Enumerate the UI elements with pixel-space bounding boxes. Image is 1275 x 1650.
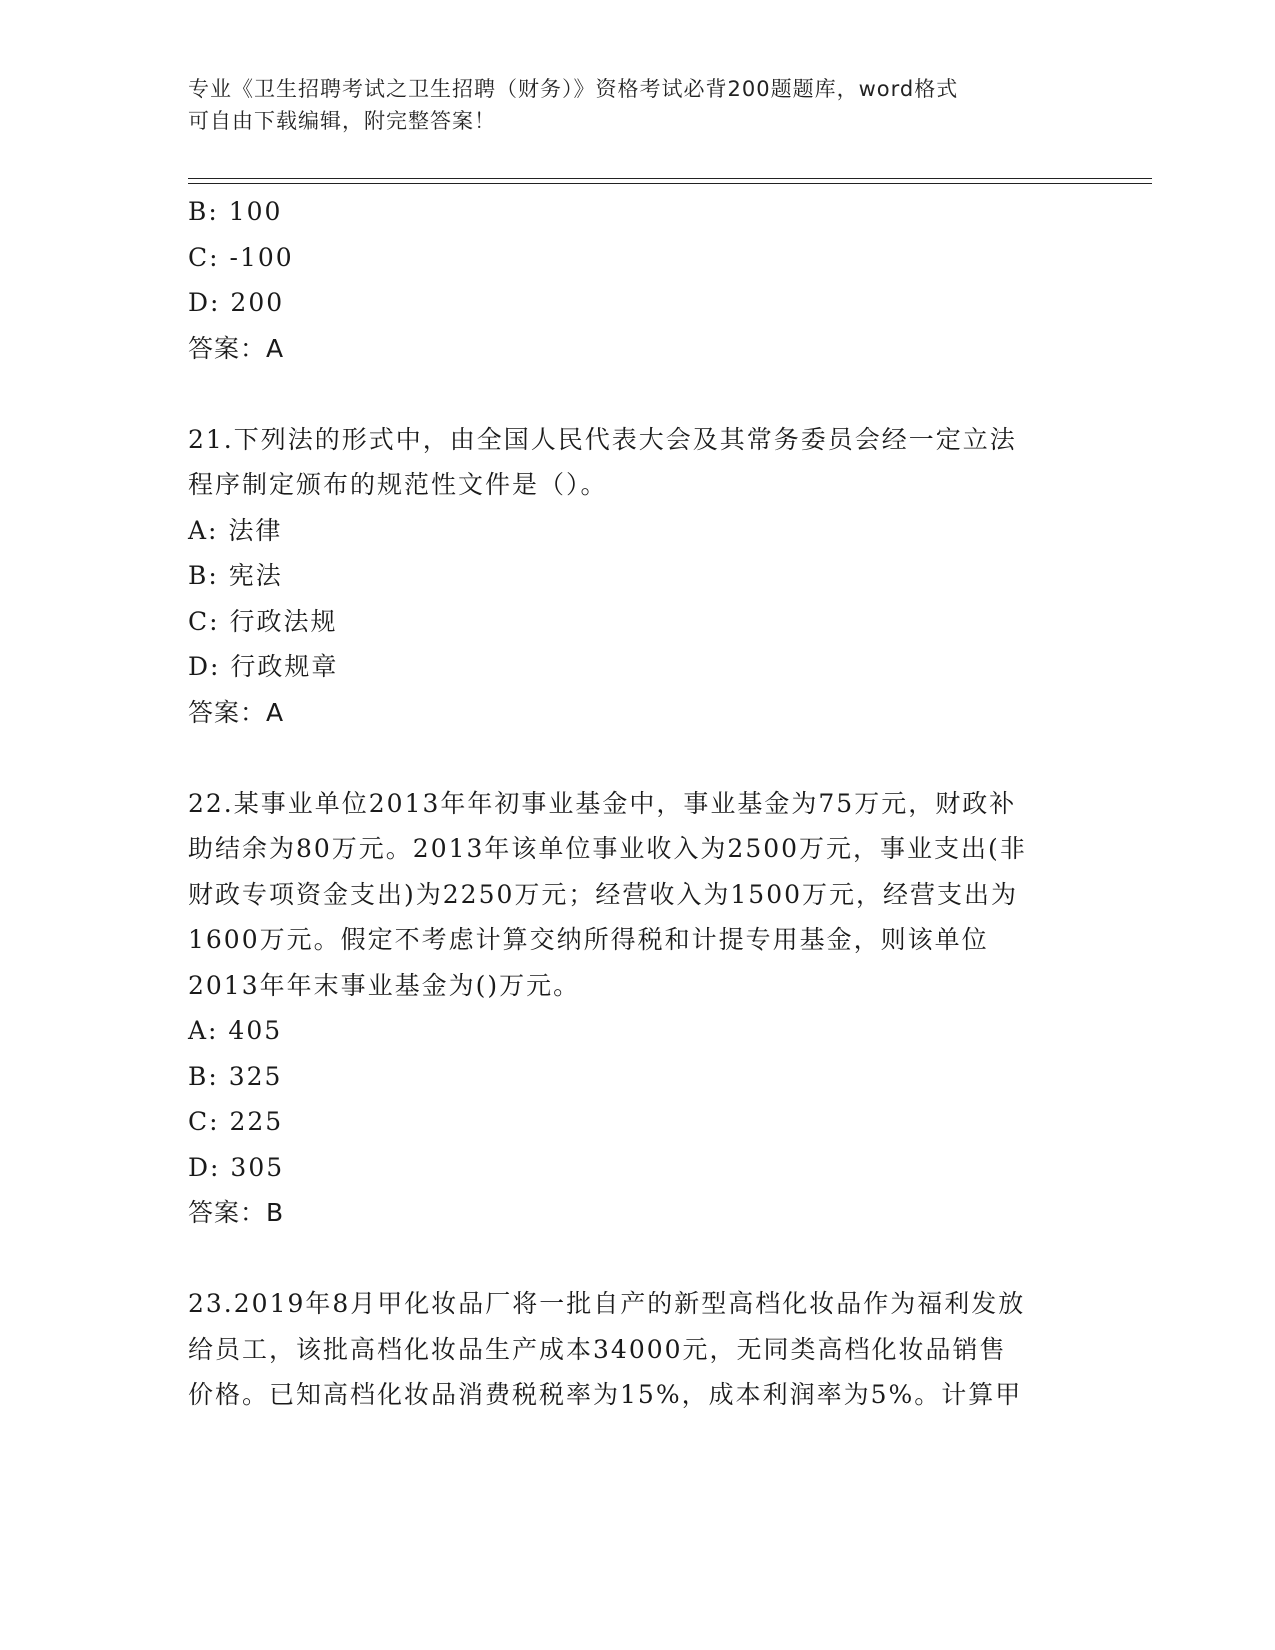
question-21 — [188, 417, 1088, 736]
option-b: B: 宪法 — [188, 561, 283, 590]
answer: 答案：A — [188, 333, 285, 363]
spacer — [188, 735, 1088, 781]
option-b: B: 100 — [188, 197, 283, 226]
question-22 — [188, 781, 1088, 1236]
document-body — [188, 189, 1088, 1418]
question-text-line: 22.某事业单位2013年年初事业基金中，事业基金为75万元，财政补 — [188, 788, 1017, 818]
question-23 — [188, 1281, 1088, 1418]
answer: 答案：B — [188, 1198, 285, 1227]
question-text-line: 给员工，该批高档化妆品生产成本34000元，无同类高档化妆品销售 — [188, 1334, 1007, 1364]
option-b: B: 325 — [188, 1061, 283, 1091]
spacer — [188, 371, 1088, 417]
header-title-line-1: 专业《卫生招聘考试之卫生招聘（财务）》资格考试必背200题题库，word格式 — [188, 77, 959, 101]
option-a: A: 法律 — [188, 515, 283, 545]
option-c: C: 行政法规 — [188, 606, 338, 636]
question-20-tail — [188, 189, 1088, 371]
option-d: D: 200 — [188, 288, 285, 317]
question-text-line: 程序制定颁布的规范性文件是（）。 — [188, 470, 608, 499]
question-text-line: 21.下列法的形式中，由全国人民代表大会及其常务委员会经一定立法 — [188, 424, 1017, 454]
option-c: C: -100 — [188, 242, 294, 272]
document-header — [188, 73, 1088, 137]
answer: 答案：A — [188, 697, 285, 727]
question-text-line: 1600万元。假定不考虑计算交纳所得税和计提专用基金，则该单位 — [188, 925, 989, 954]
option-d: D: 行政规章 — [188, 652, 339, 681]
spacer — [188, 1236, 1088, 1282]
header-title-line-2: 可自由下载编辑，附完整答案！ — [188, 109, 496, 133]
header-divider-bottom — [188, 183, 1152, 184]
question-text-line: 2013年年末事业基金为()万元。 — [188, 970, 581, 1000]
question-text-line: 助结余为80万元。2013年该单位事业收入为2500万元，事业支出(非 — [188, 834, 1027, 863]
header-divider-top — [188, 178, 1152, 179]
option-c: C: 225 — [188, 1107, 284, 1136]
question-text-line: 价格。已知高档化妆品消费税税率为15%，成本利润率为5%。计算甲 — [188, 1380, 1023, 1409]
question-text-line: 财政专项资金支出)为2250万元；经营收入为1500万元，经营支出为 — [188, 879, 1019, 909]
option-d: D: 305 — [188, 1152, 285, 1182]
question-text-line: 23.2019年8月甲化妆品厂将一批自产的新型高档化妆品作为福利发放 — [188, 1289, 1026, 1318]
option-a: A: 405 — [188, 1016, 283, 1045]
